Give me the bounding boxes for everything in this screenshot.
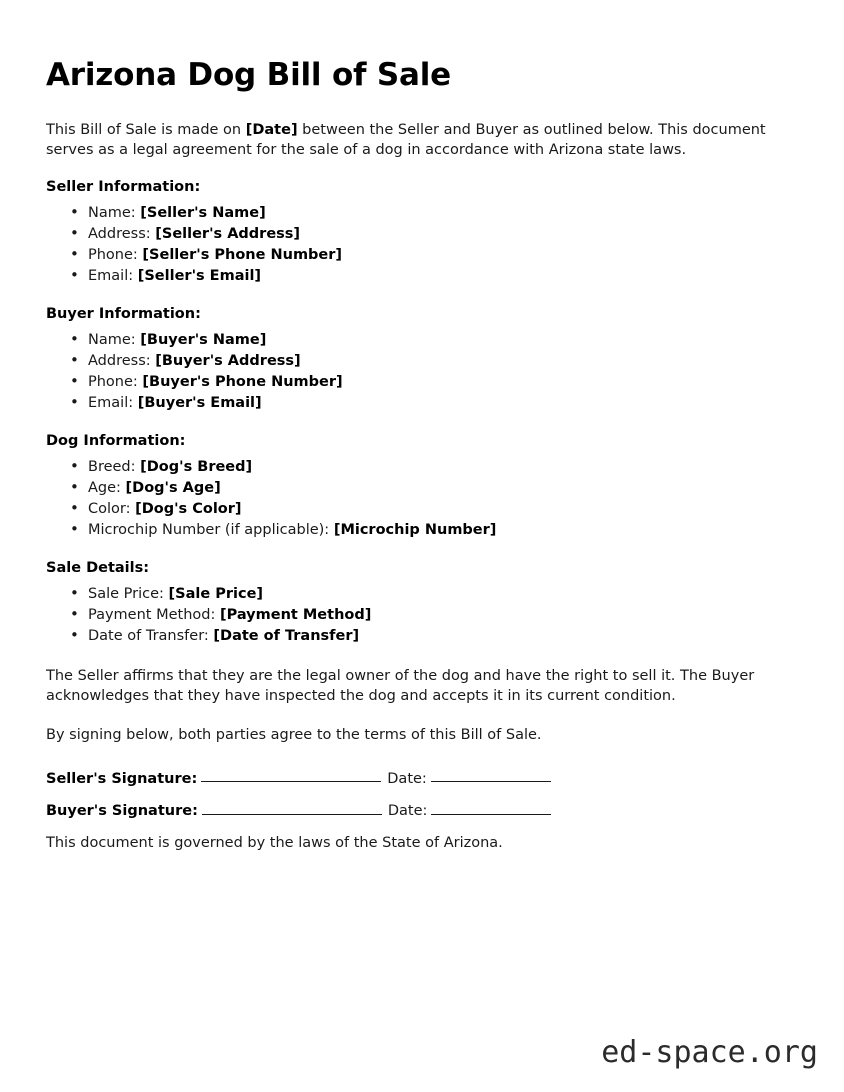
list-item [66,245,796,265]
field-label: Breed: [88,458,141,475]
field-placeholder: [Seller's Phone Number] [142,246,343,263]
field-label: Sale Price: [88,585,169,602]
agreement-paragraph: By signing below, both parties agree to the terms of this Bill of Sale. [46,726,542,743]
seller-date-field[interactable] [431,768,551,783]
list-item [66,224,796,244]
field-placeholder: [Buyer's Address] [155,352,301,369]
list-item [66,605,796,625]
buyer-signature-field[interactable] [202,800,382,815]
field-label: Age: [88,479,126,496]
seller-signature-label: Seller's Signature: [46,770,198,787]
section-list-seller [46,203,796,286]
list-item [66,203,796,223]
list-item [66,393,796,413]
field-placeholder: [Buyer's Email] [137,394,262,411]
field-placeholder: [Buyer's Phone Number] [142,373,343,390]
buyer-date-label: Date: [387,803,428,820]
field-label: Date of Transfer: [88,627,214,644]
affirmation-paragraph: The Seller affirms that they are the legal owner of the dog and have the right to sell it. The Buyer acknowledges that they have inspected the dog and accepts it in its current condition. [46,667,755,705]
field-placeholder: [Buyer's Name] [140,331,267,348]
list-item [66,626,796,646]
list-item [66,478,796,498]
section-heading-sale: Sale Details: [46,559,150,576]
seller-date-label: Date: [387,770,427,787]
field-label: Payment Method: [88,606,220,623]
section-list-buyer [46,330,796,413]
section-list-dog [46,457,796,540]
field-placeholder: [Payment Method] [219,606,372,623]
field-label: Email: [88,267,138,284]
placeholder-date: [Date] [245,121,298,138]
field-placeholder: [Dog's Breed] [140,458,253,475]
field-placeholder: [Microchip Number] [333,521,497,538]
field-label: Name: [88,331,141,348]
page-title: Arizona Dog Bill of Sale [46,57,452,93]
field-label: Address: [88,225,156,242]
list-item [66,351,796,371]
field-placeholder: [Sale Price] [168,585,264,602]
field-label: Microchip Number (if applicable): [88,521,334,538]
field-label: Phone: [88,246,143,263]
list-item [66,457,796,477]
intro-text-before: This Bill of Sale is made on [46,121,246,138]
list-item [66,266,796,286]
field-placeholder: [Seller's Email] [137,267,262,284]
field-placeholder: [Seller's Name] [140,204,266,221]
list-item [66,520,796,540]
field-label: Color: [88,500,136,517]
field-label: Email: [88,394,138,411]
seller-signature-line [46,768,796,787]
field-placeholder: [Seller's Address] [155,225,301,242]
list-item [66,330,796,350]
field-placeholder: [Dog's Color] [135,500,242,517]
governing-law-text: This document is governed by the laws of the State of Arizona. [46,835,503,852]
field-label: Name: [88,204,141,221]
buyer-signature-label: Buyer's Signature: [46,803,198,820]
section-heading-seller: Seller Information: [46,178,201,195]
seller-signature-field[interactable] [201,768,381,783]
section-list-sale [46,584,796,646]
section-heading-buyer: Buyer Information: [46,305,201,322]
signature-block [46,768,796,820]
buyer-signature-line [46,800,796,819]
list-item [66,372,796,392]
watermark: ed-space.org [601,1035,818,1070]
list-item [66,499,796,519]
intro-text-after: between the Seller and Buyer as outlined below. This document serves as a legal agreement for the sale of a dog in accordance with Arizona state laws. [46,121,766,159]
field-label: Phone: [88,373,143,390]
intro-paragraph [46,120,796,161]
field-label: Address: [88,352,156,369]
list-item [66,584,796,604]
buyer-date-field[interactable] [431,800,551,815]
field-placeholder: [Date of Transfer] [213,627,360,644]
section-heading-dog: Dog Information: [46,432,186,449]
field-placeholder: [Dog's Age] [125,479,221,496]
